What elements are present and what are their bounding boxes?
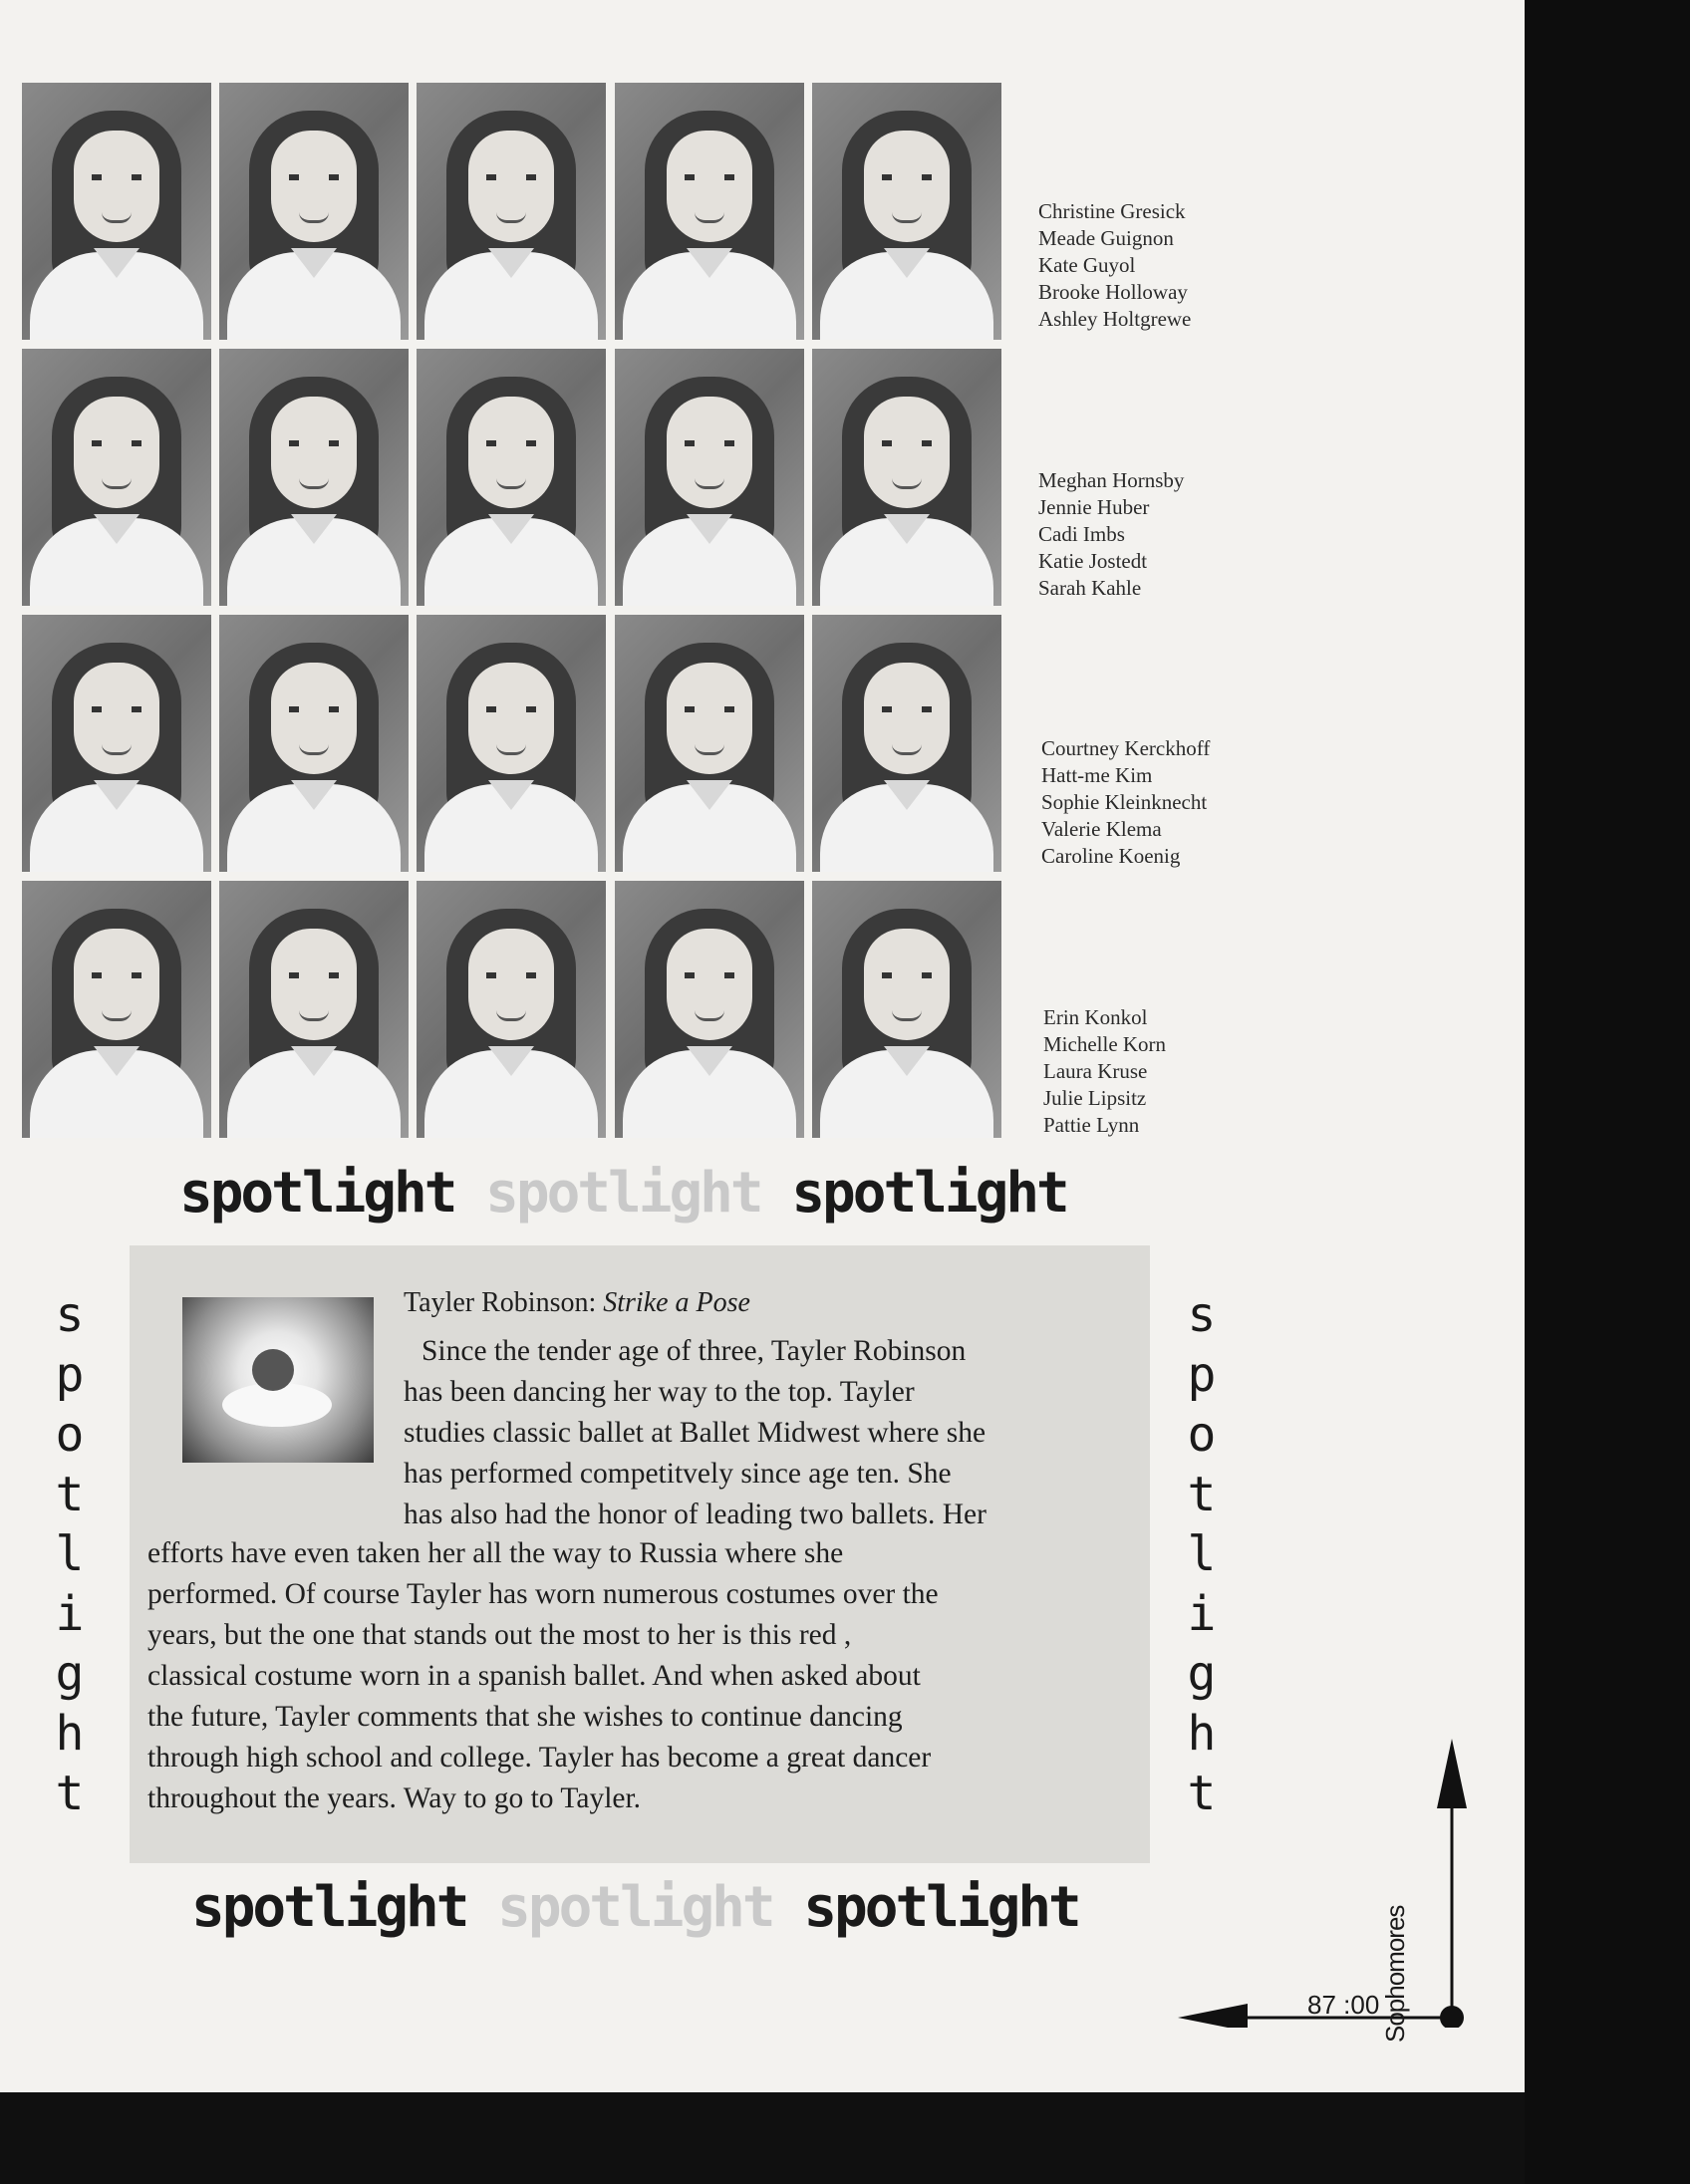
scan-edge-bottom bbox=[0, 2092, 1525, 2184]
student-portrait bbox=[812, 83, 1001, 340]
arrow-junction-dot bbox=[1440, 2006, 1464, 2028]
feature-line: studies classic ballet at Ballet Midwest where she bbox=[404, 1417, 986, 1449]
vertical-letter: p bbox=[55, 1347, 85, 1403]
feature-line: years, but the one that stands out the most to her is this red , bbox=[147, 1619, 852, 1651]
student-portrait bbox=[22, 83, 211, 340]
feature-line: the future, Tayler comments that she wishes to continue dancing bbox=[147, 1701, 903, 1733]
portrait-face-shape bbox=[864, 929, 950, 1040]
banner-word: spotlight bbox=[497, 1875, 773, 1940]
portrait-eyes-shape bbox=[882, 706, 932, 712]
student-portrait bbox=[812, 615, 1001, 872]
feature-line: has also had the honor of leading two ballets. Her bbox=[404, 1499, 986, 1530]
student-portrait bbox=[22, 881, 211, 1138]
feature-title bbox=[404, 1287, 750, 1319]
portrait-face-shape bbox=[271, 929, 357, 1040]
vertical-letter: l bbox=[55, 1526, 85, 1582]
feature-subtitle: Strike a Pose bbox=[603, 1287, 750, 1318]
vertical-letter: h bbox=[1187, 1706, 1217, 1762]
portrait-face-shape bbox=[74, 663, 159, 774]
spotlight-banner-top bbox=[179, 1161, 1067, 1226]
student-name: Pattie Lynn bbox=[1043, 1113, 1140, 1137]
feature-line: throughout the years. Way to go to Tayler. bbox=[147, 1782, 642, 1814]
student-portrait bbox=[22, 349, 211, 606]
portrait-eyes-shape bbox=[486, 440, 536, 446]
feature-line: performed. Of course Tayler has worn numerous costumes over the bbox=[147, 1578, 939, 1610]
vertical-letter: s bbox=[55, 1287, 85, 1343]
student-name: Sarah Kahle bbox=[1038, 576, 1142, 600]
student-name: Meghan Hornsby bbox=[1038, 468, 1185, 492]
portrait-eyes-shape bbox=[92, 440, 141, 446]
student-portrait bbox=[615, 349, 804, 606]
banner-word: spotlight bbox=[179, 1161, 455, 1226]
scan-edge-right bbox=[1525, 0, 1690, 2184]
name-group-1 bbox=[1038, 198, 1191, 333]
student-portrait bbox=[219, 83, 409, 340]
student-name: Julie Lipsitz bbox=[1043, 1086, 1147, 1110]
vertical-letter: i bbox=[1187, 1586, 1217, 1642]
portrait-face-shape bbox=[271, 663, 357, 774]
portrait-face-shape bbox=[667, 397, 752, 508]
portrait-face-shape bbox=[468, 131, 554, 242]
vertical-letter: l bbox=[1187, 1526, 1217, 1582]
student-portrait bbox=[417, 83, 606, 340]
student-name: Hatt-me Kim bbox=[1041, 763, 1153, 787]
feature-body-bottom bbox=[147, 1533, 1144, 1819]
feature-line: has performed competitvely since age ten. She bbox=[404, 1458, 952, 1490]
portrait-face-shape bbox=[74, 397, 159, 508]
portrait-face-shape bbox=[864, 663, 950, 774]
portrait-face-shape bbox=[667, 663, 752, 774]
vertical-letter: g bbox=[55, 1646, 85, 1702]
student-portrait bbox=[615, 615, 804, 872]
student-name: Erin Konkol bbox=[1043, 1005, 1148, 1029]
portrait-face-shape bbox=[864, 131, 950, 242]
student-name: Michelle Korn bbox=[1043, 1032, 1167, 1056]
portrait-eyes-shape bbox=[92, 972, 141, 978]
portrait-eyes-shape bbox=[486, 972, 536, 978]
portrait-eyes-shape bbox=[882, 440, 932, 446]
banner-word: spotlight bbox=[191, 1875, 467, 1940]
portrait-face-shape bbox=[74, 131, 159, 242]
student-portrait bbox=[219, 881, 409, 1138]
student-name: Kate Guyol bbox=[1038, 253, 1136, 277]
student-portrait bbox=[615, 881, 804, 1138]
portrait-eyes-shape bbox=[92, 706, 141, 712]
section-label: Sophomores bbox=[1380, 1905, 1410, 2043]
dancer-photo bbox=[182, 1297, 374, 1463]
name-group-3 bbox=[1041, 735, 1210, 870]
vertical-letter: h bbox=[55, 1706, 85, 1762]
portrait-eyes-shape bbox=[882, 174, 932, 180]
portrait-face-shape bbox=[864, 397, 950, 508]
student-name: Jennie Huber bbox=[1038, 495, 1150, 519]
portrait-eyes-shape bbox=[685, 174, 734, 180]
portrait-eyes-shape bbox=[289, 706, 339, 712]
page-number: 87 :00 bbox=[1307, 1990, 1380, 2020]
student-name: Brooke Holloway bbox=[1038, 280, 1188, 304]
portrait-eyes-shape bbox=[685, 706, 734, 712]
student-name: Courtney Kerckhoff bbox=[1041, 736, 1211, 760]
banner-word: spotlight bbox=[791, 1161, 1067, 1226]
portrait-face-shape bbox=[667, 929, 752, 1040]
student-name: Valerie Klema bbox=[1041, 817, 1162, 841]
vertical-letter: t bbox=[55, 1766, 85, 1821]
banner-word: spotlight bbox=[485, 1161, 761, 1226]
vertical-letter: g bbox=[1187, 1646, 1217, 1702]
name-group-4 bbox=[1043, 1004, 1166, 1139]
student-name: Sophie Kleinknecht bbox=[1041, 790, 1208, 814]
portrait-eyes-shape bbox=[289, 440, 339, 446]
portrait-face-shape bbox=[271, 397, 357, 508]
student-portrait bbox=[417, 881, 606, 1138]
section-arrow-graphic bbox=[1176, 1709, 1495, 2028]
up-arrow-icon bbox=[1437, 1739, 1467, 1808]
vertical-letter: s bbox=[1187, 1287, 1217, 1343]
portrait-face-shape bbox=[468, 663, 554, 774]
portrait-eyes-shape bbox=[289, 972, 339, 978]
vertical-letter: p bbox=[1187, 1347, 1217, 1403]
student-portrait bbox=[219, 349, 409, 606]
portrait-face-shape bbox=[667, 131, 752, 242]
feature-body-top bbox=[404, 1331, 1141, 1535]
spotlight-banner-bottom bbox=[191, 1875, 1079, 1940]
student-portrait bbox=[812, 349, 1001, 606]
vertical-letter: t bbox=[1187, 1467, 1217, 1522]
vertical-letter: o bbox=[1187, 1407, 1217, 1463]
feature-line: classical costume worn in a spanish ballet. And when asked about bbox=[147, 1660, 921, 1692]
student-portrait bbox=[417, 349, 606, 606]
vertical-letter: o bbox=[55, 1407, 85, 1463]
feature-title-name: Tayler Robinson: bbox=[404, 1287, 604, 1318]
portrait-eyes-shape bbox=[685, 440, 734, 446]
portrait-eyes-shape bbox=[486, 706, 536, 712]
portrait-face-shape bbox=[468, 397, 554, 508]
vertical-letter: t bbox=[55, 1467, 85, 1522]
student-name: Ashley Holtgrewe bbox=[1038, 307, 1192, 331]
banner-word: spotlight bbox=[803, 1875, 1079, 1940]
student-portrait bbox=[219, 615, 409, 872]
student-portrait bbox=[615, 83, 804, 340]
student-name: Caroline Koenig bbox=[1041, 844, 1181, 868]
portrait-eyes-shape bbox=[289, 174, 339, 180]
student-name: Christine Gresick bbox=[1038, 199, 1186, 223]
student-portrait bbox=[22, 615, 211, 872]
vertical-letter: i bbox=[55, 1586, 85, 1642]
feature-line: has been dancing her way to the top. Tayler bbox=[404, 1376, 915, 1408]
student-name: Laura Kruse bbox=[1043, 1059, 1148, 1083]
student-portrait bbox=[417, 615, 606, 872]
vertical-letter: t bbox=[1187, 1766, 1217, 1821]
name-group-2 bbox=[1038, 467, 1184, 602]
portrait-eyes-shape bbox=[882, 972, 932, 978]
feature-line: efforts have even taken her all the way to Russia where she bbox=[147, 1537, 844, 1569]
vertical-spotlight-left bbox=[40, 1285, 100, 1823]
portrait-face-shape bbox=[271, 131, 357, 242]
student-name: Cadi Imbs bbox=[1038, 522, 1125, 546]
portrait-eyes-shape bbox=[685, 972, 734, 978]
left-arrow-icon bbox=[1178, 2004, 1248, 2028]
portrait-face-shape bbox=[74, 929, 159, 1040]
student-name: Katie Jostedt bbox=[1038, 549, 1148, 573]
student-portrait bbox=[812, 881, 1001, 1138]
feature-line: through high school and college. Tayler has become a great dancer bbox=[147, 1742, 932, 1774]
feature-line: Since the tender age of three, Tayler Robinson bbox=[422, 1335, 967, 1367]
portrait-eyes-shape bbox=[486, 174, 536, 180]
student-name: Meade Guignon bbox=[1038, 226, 1174, 250]
portrait-face-shape bbox=[468, 929, 554, 1040]
dancer-head-shape bbox=[252, 1349, 294, 1391]
portrait-eyes-shape bbox=[92, 174, 141, 180]
